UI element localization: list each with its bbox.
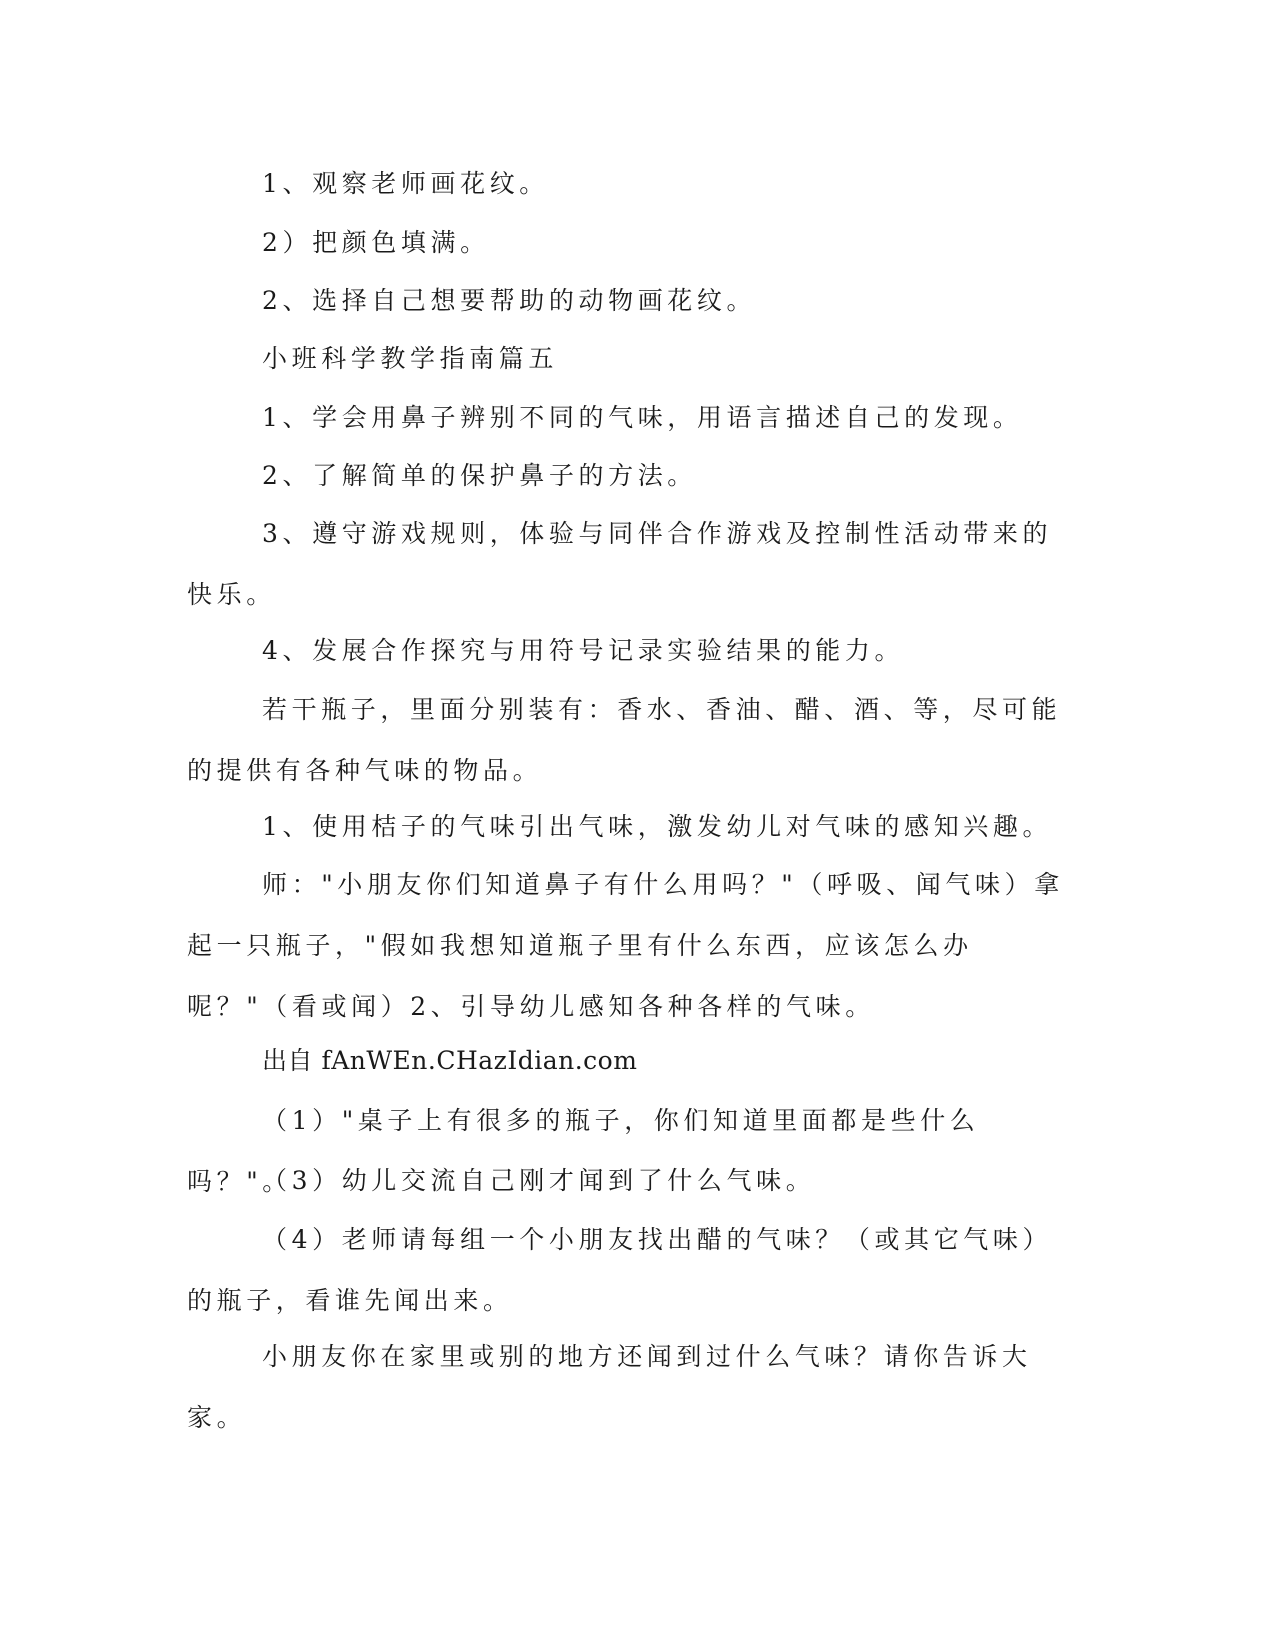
paragraph-13: （1）"桌子上有很多的瓶子，你们知道里面都是些什么吗？"。 bbox=[187, 1106, 980, 1196]
paragraph-14: （3）幼儿交流自己刚才闻到了什么气味。 bbox=[262, 1166, 816, 1195]
paragraph-3: 2、选择自己想要帮助的动物画花纹。 bbox=[262, 286, 757, 315]
paragraph-7: 3、遵守游戏规则，体验与同伴合作游戏及控制性活动带来的快乐。 bbox=[187, 519, 1053, 609]
paragraph-1: 1、观察老师画花纹。 bbox=[262, 169, 549, 198]
paragraph-6: 2、了解简单的保护鼻子的方法。 bbox=[262, 461, 697, 490]
paragraph-5: 1、学会用鼻子辨别不同的气味，用语言描述自己的发现。 bbox=[262, 403, 1023, 432]
paragraph-16: 小朋友你在家里或别的地方还闻到过什么气味？请你告诉大家。 bbox=[187, 1342, 1032, 1432]
paragraph-11: 师："小朋友你们知道鼻子有什么用吗？"（呼吸、闻气味）拿起一只瓶子，"假如我想知道瓶子里有什么东西，应该怎么办呢？"（看或闻）2、引导幼儿感知各种各样的气味。 bbox=[187, 870, 1064, 1021]
paragraph-15: （4）老师请每组一个小朋友找出醋的气味？（或其它气味）的瓶子，看谁先闻出来。 bbox=[187, 1225, 1053, 1315]
section-heading: 小班科学教学指南篇五 bbox=[262, 344, 559, 373]
paragraph-9: 若干瓶子，里面分别装有：香水、香油、醋、酒、等，尽可能的提供有各种气味的物品。 bbox=[187, 695, 1062, 785]
paragraph-10: 1、使用桔子的气味引出气味，激发幼儿对气味的感知兴趣。 bbox=[262, 812, 1053, 841]
paragraph-2: 2）把颜色填满。 bbox=[262, 228, 490, 257]
paragraph-8: 4、发展合作探究与用符号记录实验结果的能力。 bbox=[262, 636, 905, 665]
source-line: 出自 fAnWEn.CHazIdian.com bbox=[262, 1046, 638, 1075]
